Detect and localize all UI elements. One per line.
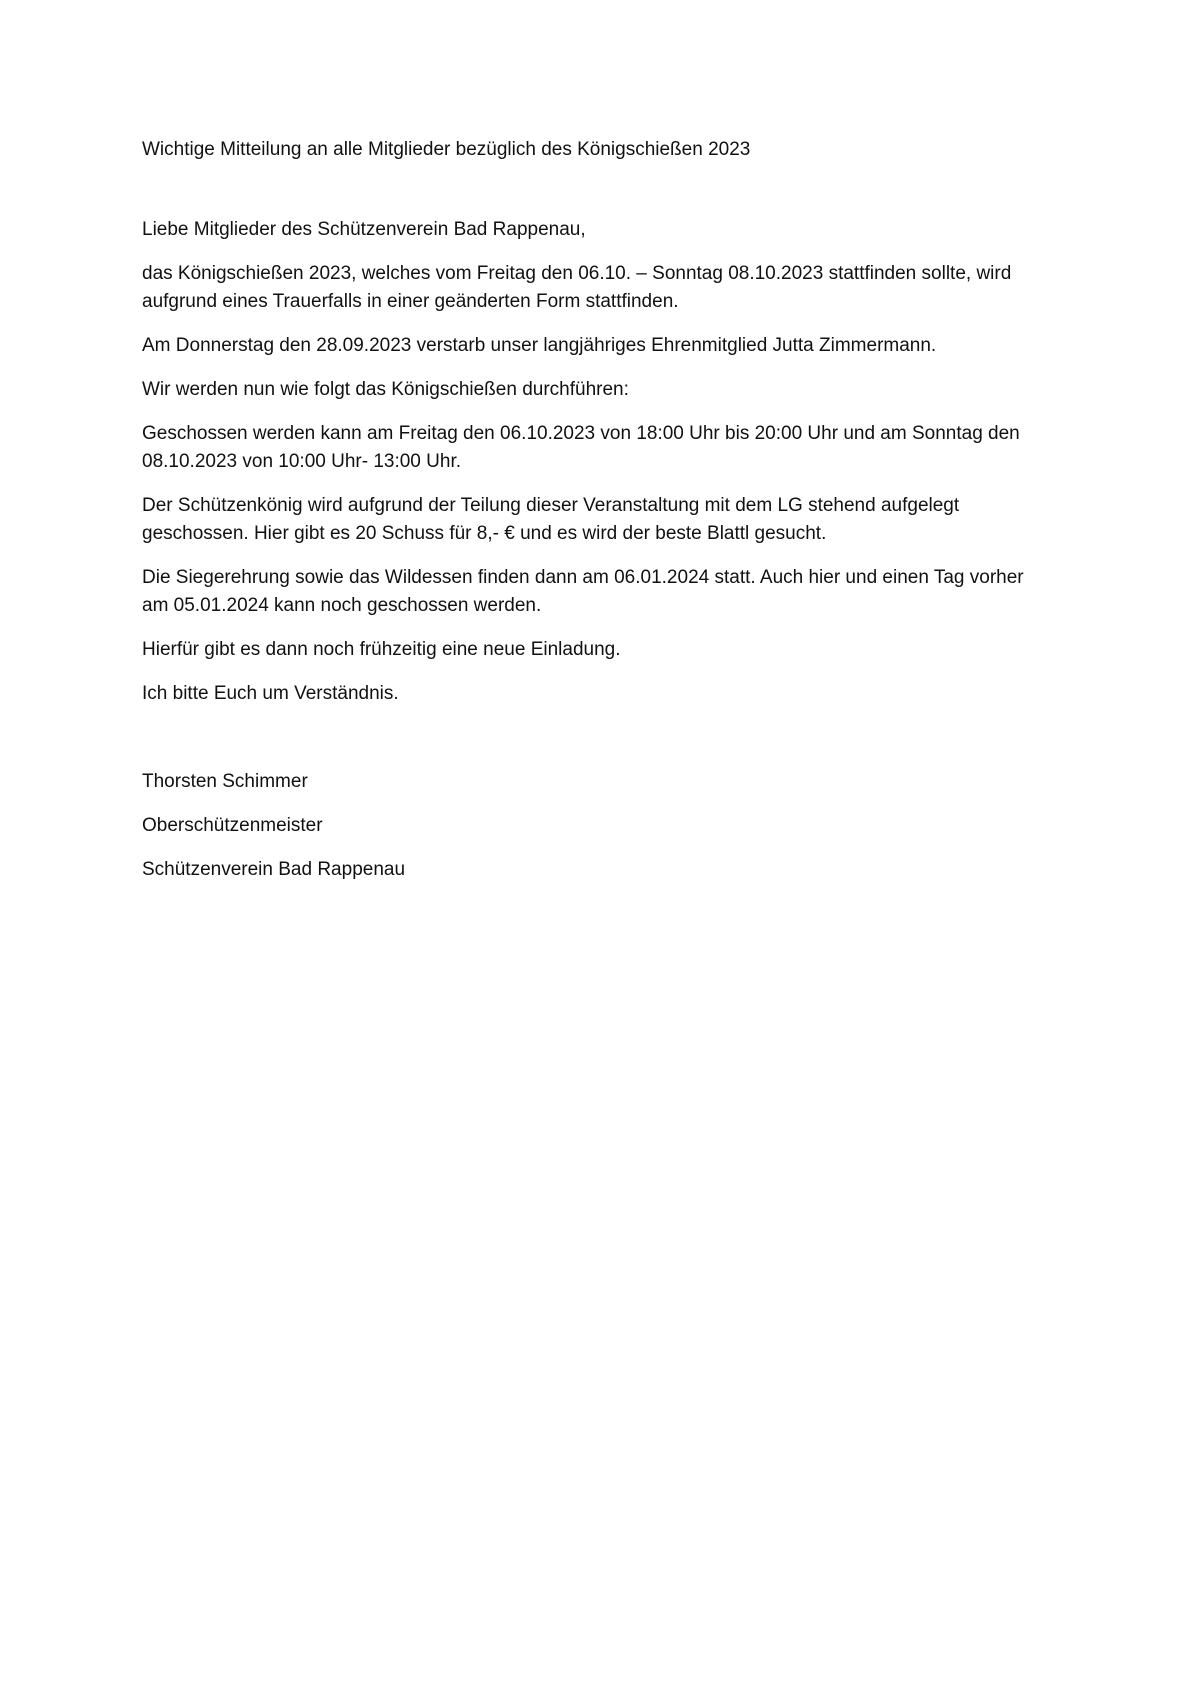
paragraph-shooting-times: Geschossen werden kann am Freitag den 06.10.2023 von 18:00 Uhr bis 20:00 Uhr und am Sonntag den 08.10.2023 von 10:00 Uhr- 13:00 Uhr.: [142, 423, 1020, 472]
letter-salutation: Liebe Mitglieder des Schützenverein Bad Rappenau,: [142, 219, 586, 240]
signature-role: Oberschützenmeister: [142, 815, 323, 836]
letter-content: [142, 136, 1042, 900]
paragraph-king-shooting: Der Schützenkönig wird aufgrund der Teilung dieser Veranstaltung mit dem LG stehend aufgelegt geschossen. Hier gibt es 20 Schuss für 8,- € und es wird der beste Blattl gesucht.: [142, 495, 960, 544]
signature-name: Thorsten Schimmer: [142, 771, 308, 792]
paragraph-closing: Ich bitte Euch um Verständnis.: [142, 683, 399, 704]
paragraph-event-change: das Königschießen 2023, welches vom Freitag den 06.10. – Sonntag 08.10.2023 stattfinden sollte, wird aufgrund eines Trauerfalls in einer geänderten Form stattfinden.: [142, 263, 1012, 312]
signature-block: [142, 768, 1042, 884]
paragraph-bereavement: Am Donnerstag den 28.09.2023 verstarb unser langjähriges Ehrenmitglied Jutta Zimmermann.: [142, 335, 937, 356]
letter-body: [142, 216, 1042, 708]
signature-organization: Schützenverein Bad Rappenau: [142, 859, 406, 880]
paragraph-award-ceremony: Die Siegerehrung sowie das Wildessen finden dann am 06.01.2024 statt. Auch hier und einen Tag vorher am 05.01.2024 kann noch geschossen werden.: [142, 567, 1024, 616]
paragraph-new-invitation: Hierfür gibt es dann noch frühzeitig eine neue Einladung.: [142, 639, 621, 660]
letter-subject: Wichtige Mitteilung an alle Mitglieder bezüglich des Königschießen 2023: [142, 139, 751, 160]
paragraph-procedure-intro: Wir werden nun wie folgt das Königschießen durchführen:: [142, 379, 629, 400]
